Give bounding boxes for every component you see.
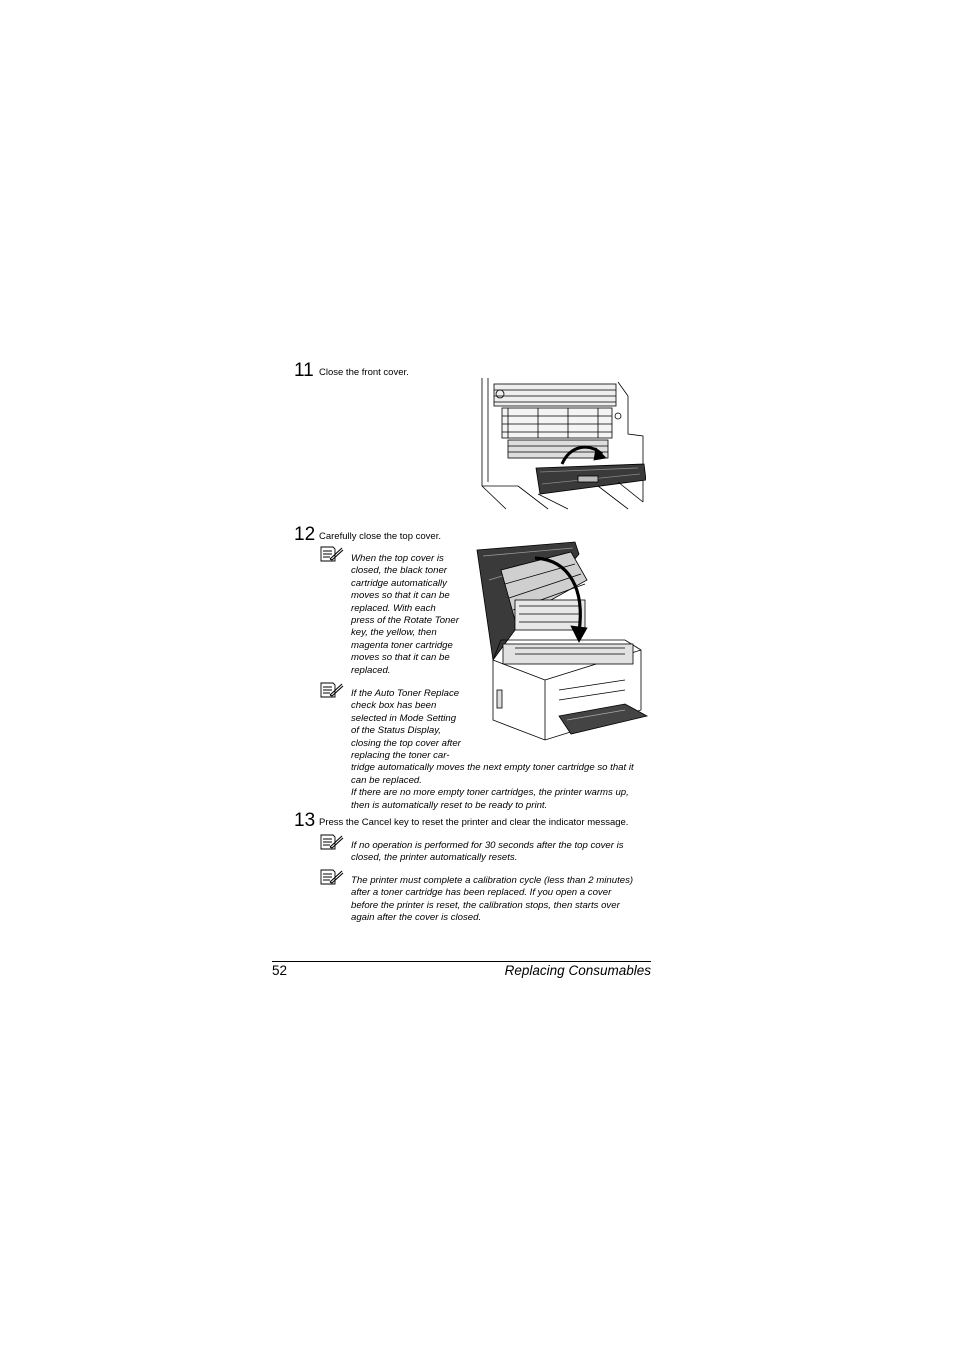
note-line: closed, the black toner — [351, 565, 447, 577]
note-line: again after the cover is closed. — [351, 912, 482, 924]
note-line: tridge automatically moves the next empty toner cartridge so that it — [351, 762, 634, 774]
step-13-text: Press the Cancel key to reset the printer and clear the indicator message. — [319, 817, 629, 828]
note-line: moves so that it can be — [351, 652, 450, 664]
section-title: Replacing Consumables — [504, 963, 651, 978]
note-line: When the top cover is — [351, 553, 444, 564]
note-pencil-icon — [320, 546, 344, 562]
note-line: If there are no more empty toner cartridges, the printer warms up, — [351, 787, 629, 799]
note-line: If no operation is performed for 30 seconds after the top cover is — [351, 840, 624, 851]
note-line: closing the top cover after — [351, 737, 461, 749]
step-12-number: 12 — [294, 524, 316, 545]
note-line: before the printer is reset, the calibration stops, then starts over — [351, 899, 620, 911]
printer-front-cover-figure — [478, 376, 646, 510]
step-13-number: 13 — [294, 810, 316, 831]
note-line: key, the yellow, then — [351, 627, 437, 639]
note-line: check box has been — [351, 700, 437, 712]
step-12-text: Carefully close the top cover. — [319, 531, 441, 542]
note-line: then is automatically reset to be ready to print. — [351, 799, 548, 811]
note-line: replacing the toner car- — [351, 750, 450, 762]
step-11-text: Close the front cover. — [319, 367, 409, 378]
note-pencil-icon — [320, 682, 344, 698]
note-line: can be replaced. — [351, 774, 422, 786]
footer-rule — [272, 961, 651, 962]
step-11-number: 11 — [294, 360, 314, 381]
note-step13-calibration — [351, 875, 633, 925]
note-line: of the Status Display, — [351, 725, 441, 737]
note-line: closed, the printer automatically resets. — [351, 852, 518, 864]
page-number: 52 — [272, 963, 288, 978]
note-line: If the Auto Toner Replace — [351, 688, 460, 699]
note-line: replaced. — [351, 664, 391, 676]
note-line: after a toner cartridge has been replaced. If you open a cover — [351, 887, 612, 899]
note-step12-auto-toner-replace — [351, 688, 634, 812]
note-line: cartridge automatically — [351, 577, 447, 589]
note-line: replaced. With each — [351, 602, 436, 614]
note-pencil-icon — [320, 869, 344, 885]
note-step12-auto-move — [351, 553, 459, 677]
note-line: The printer must complete a calibration cycle (less than 2 minutes) — [351, 875, 634, 886]
note-line: magenta toner cartridge — [351, 639, 453, 651]
note-pencil-icon — [320, 834, 344, 850]
note-line: press of the Rotate Toner — [351, 615, 459, 627]
note-line: moves so that it can be — [351, 590, 450, 602]
note-step13-auto-reset — [351, 840, 624, 865]
note-line: selected in Mode Setting — [351, 712, 457, 724]
